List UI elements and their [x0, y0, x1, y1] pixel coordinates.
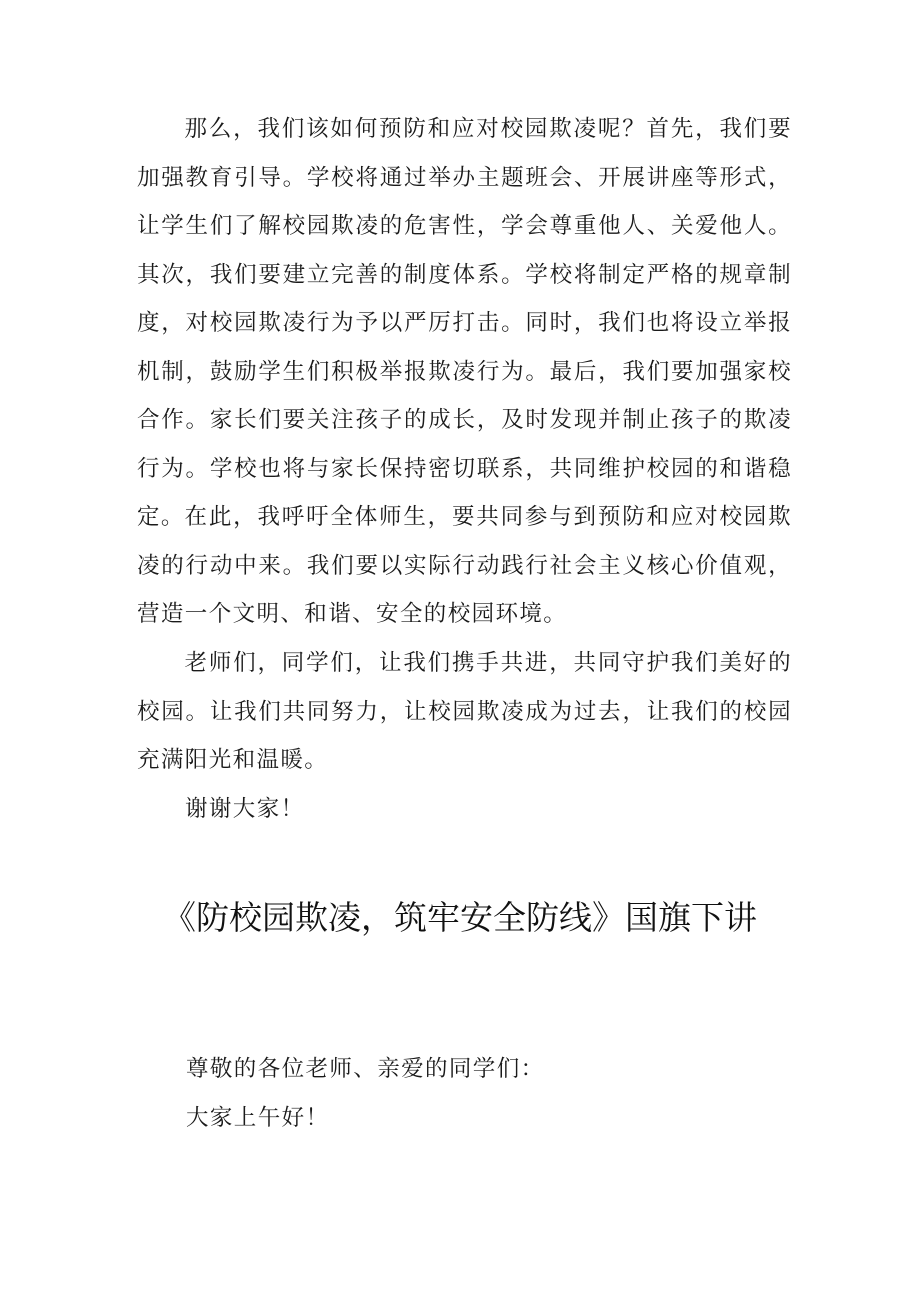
- greeting: 大家上午好！: [186, 1105, 330, 1131]
- speech-title: 《防校园欺凌，筑牢安全防线》国旗下讲: [163, 898, 757, 937]
- body-paragraph-prevention: 那么，我们该如何预防和应对校园欺凌呢？首先，我们要加强教育引导。学校将通过举办主题班会、开展讲座等形式，让学生们了解校园欺凌的危害性，学会尊重他人、关爱他人。其次，我们要建立完善的制度体系。学校将制定严格的规章制度，对校园欺凌行为予以严厉打击。同时，我们也将设立举报机制，鼓励学生们积极举报欺凌行为。最后，我们要加强家校合作。家长们要关注孩子的成长，及时发现并制止孩子的欺凌行为。学校也将与家长保持密切联系，共同维护校园的和谐稳定。: [137, 116, 792, 530]
- closing-thanks: 谢谢大家！: [185, 796, 305, 822]
- body-paragraph-call-to-action: 老师们，同学们，让我们携手共进，共同守护我们美好的校园。让我们共同努力，让校园欺凌成为过去，让我们的校园充满阳光和温暖。: [137, 650, 792, 773]
- body-paragraph-appeal: 在此，我呼吁全体师生，要共同参与到预防和应对校园欺凌的行动中来。我们要以实际行动践行社会主义核心价值观，营造一个文明、和谐、安全的校园环境。: [137, 504, 792, 627]
- salutation: 尊敬的各位老师、亲爱的同学们：: [186, 1056, 545, 1082]
